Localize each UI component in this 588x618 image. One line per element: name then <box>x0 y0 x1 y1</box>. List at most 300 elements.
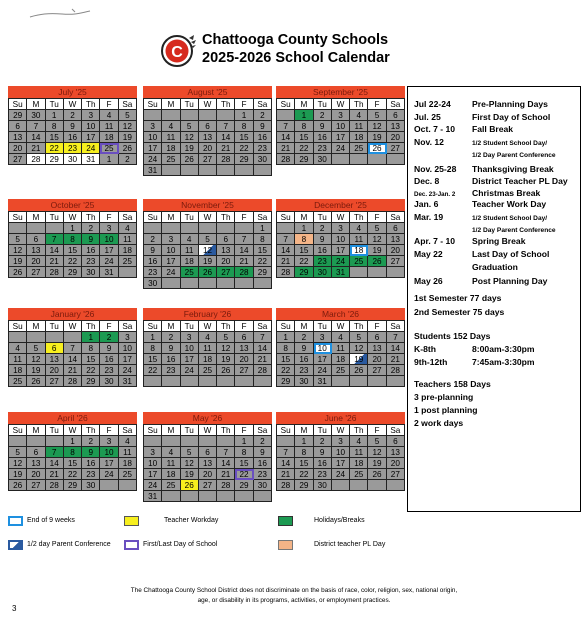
calendar-day-outside <box>277 110 295 121</box>
calendar-day: 12 <box>217 343 235 354</box>
calendar-day-outside <box>162 376 180 387</box>
weekday-header: W <box>199 425 217 436</box>
calendar-day-outside <box>9 332 27 343</box>
calendar-day: 7 <box>46 234 64 245</box>
calendar-day: 9 <box>162 343 180 354</box>
calendar-day: 20 <box>235 354 253 365</box>
weekday-header: W <box>332 321 350 332</box>
calendar-day: 29 <box>295 480 313 491</box>
calendar-day: 25 <box>162 154 180 165</box>
calendar-day: 31 <box>119 376 137 387</box>
legend-first-last-day: First/Last Day of School <box>143 541 218 548</box>
calendar-day: 7 <box>27 121 45 132</box>
calendar-day: 26 <box>350 365 368 376</box>
calendar-day: 10 <box>332 447 350 458</box>
weekday-header: Tu <box>314 425 332 436</box>
calendar-day: 23 <box>162 365 180 376</box>
weekday-header: Th <box>82 99 100 110</box>
calendar-day: 1 <box>82 332 100 343</box>
calendar-day: 2 <box>254 110 272 121</box>
weekday-header: Su <box>9 212 27 223</box>
weekday-header: Th <box>350 99 368 110</box>
calendar-day: 30 <box>314 267 332 278</box>
summary-line <box>414 405 478 415</box>
calendar-day: 14 <box>277 458 295 469</box>
calendar-day: 3 <box>332 223 350 234</box>
calendar-day-outside <box>350 480 368 491</box>
calendar-day: 9 <box>254 447 272 458</box>
calendar-day: 22 <box>64 256 82 267</box>
summary-text: 1 post planning <box>414 405 478 415</box>
event-name: First Day of School <box>472 112 551 122</box>
weekday-header: Su <box>144 212 162 223</box>
calendar-day: 10 <box>144 458 162 469</box>
weekday-header: F <box>100 321 118 332</box>
calendar-day: 12 <box>9 458 27 469</box>
calendar-day: 5 <box>368 110 386 121</box>
calendar-day: 15 <box>295 245 313 256</box>
calendar-day: 3 <box>100 436 118 447</box>
month-calendar <box>276 86 405 165</box>
weekday-header: Th <box>82 321 100 332</box>
calendar-day: 27 <box>199 154 217 165</box>
calendar-day-outside <box>119 480 137 491</box>
calendar-day: 1 <box>46 110 64 121</box>
event-date: Dec. 8 <box>414 176 440 186</box>
weekday-header: Su <box>9 99 27 110</box>
calendar-day-outside <box>217 278 235 289</box>
calendar-day: 7 <box>217 447 235 458</box>
calendar-day: 14 <box>217 132 235 143</box>
calendar-day: 15 <box>295 458 313 469</box>
calendar-day: 21 <box>277 256 295 267</box>
month-name: November '25 <box>143 199 272 211</box>
calendar-day: 17 <box>100 458 118 469</box>
weekday-header: Tu <box>181 99 199 110</box>
calendar-day: 14 <box>64 354 82 365</box>
weekday-header: M <box>162 425 180 436</box>
calendar-day: 17 <box>100 245 118 256</box>
summary-line <box>414 293 501 303</box>
calendar-day: 19 <box>181 143 199 154</box>
calendar-day: 19 <box>350 354 368 365</box>
calendar-day: 25 <box>350 469 368 480</box>
calendar-day: 13 <box>46 354 64 365</box>
calendar-day: 21 <box>235 256 253 267</box>
calendar-day: 30 <box>295 376 313 387</box>
calendar-day: 17 <box>181 354 199 365</box>
calendar-day: 19 <box>368 245 386 256</box>
calendar-day: 20 <box>27 469 45 480</box>
calendar-day: 14 <box>277 245 295 256</box>
calendar-day: 25 <box>350 143 368 154</box>
calendar-day: 19 <box>217 354 235 365</box>
calendar-day: 2 <box>314 223 332 234</box>
calendar-day: 8 <box>254 234 272 245</box>
calendar-day: 15 <box>64 458 82 469</box>
legend-swatch-first-last-day <box>124 540 139 550</box>
calendar-day-outside: 2 <box>119 154 137 165</box>
pen-scribble <box>28 8 92 20</box>
calendar-day: 4 <box>119 436 137 447</box>
calendar-day: 28 <box>277 480 295 491</box>
event-row <box>414 112 550 122</box>
calendar-day: 13 <box>199 132 217 143</box>
calendar-day: 30 <box>64 154 82 165</box>
calendar-day: 1 <box>64 223 82 234</box>
calendar-day: 1 <box>144 332 162 343</box>
calendar-day: 28 <box>217 480 235 491</box>
event-date: Nov. 25-28 <box>414 164 457 174</box>
calendar-day: 15 <box>235 132 253 143</box>
weekday-header: M <box>162 212 180 223</box>
calendar-day: 7 <box>64 343 82 354</box>
summary-text: Students 152 Days <box>414 331 491 341</box>
calendar-day: 12 <box>350 343 368 354</box>
calendar-day-outside <box>199 436 217 447</box>
calendar-day: 13 <box>387 234 405 245</box>
calendar-day: 26 <box>181 154 199 165</box>
calendar-day-outside <box>277 223 295 234</box>
calendar-day: 27 <box>46 376 64 387</box>
calendar-day-outside: 30 <box>27 110 45 121</box>
school-logo-icon <box>160 33 196 69</box>
calendar-day: 10 <box>82 121 100 132</box>
calendar-day: 9 <box>100 343 118 354</box>
calendar-day: 4 <box>350 436 368 447</box>
calendar-day: 28 <box>254 365 272 376</box>
calendar-day-outside <box>64 332 82 343</box>
calendar-day-outside <box>162 278 180 289</box>
calendar-day: 4 <box>350 110 368 121</box>
month-calendar <box>8 199 137 278</box>
calendar-day: 9 <box>295 343 313 354</box>
calendar-day: 30 <box>314 154 332 165</box>
calendar-day: 13 <box>199 458 217 469</box>
calendar-day-outside <box>119 267 137 278</box>
calendar-day: 10 <box>181 343 199 354</box>
calendar-day: 24 <box>332 256 350 267</box>
calendar-day: 18 <box>350 245 368 256</box>
calendar-day: 20 <box>387 132 405 143</box>
calendar-day: 4 <box>162 447 180 458</box>
summary-line <box>414 344 535 354</box>
calendar-day: 5 <box>368 436 386 447</box>
calendar-day: 18 <box>181 256 199 267</box>
event-name: District Teacher PL Day <box>472 176 568 186</box>
legend-teacher-workday: Teacher Workday <box>164 517 219 524</box>
calendar-day: 19 <box>119 132 137 143</box>
calendar-day: 16 <box>82 458 100 469</box>
calendar-day: 25 <box>119 469 137 480</box>
calendar-day: 12 <box>368 234 386 245</box>
calendar-day: 24 <box>119 365 137 376</box>
weekday-header: F <box>368 212 386 223</box>
calendar-day: 19 <box>199 256 217 267</box>
calendar-day: 29 <box>235 154 253 165</box>
calendar-day: 16 <box>100 354 118 365</box>
calendar-day: 14 <box>27 132 45 143</box>
calendar-day-outside <box>254 278 272 289</box>
calendar-day-outside <box>181 491 199 502</box>
calendar-day-outside <box>181 376 199 387</box>
calendar-day: 24 <box>144 154 162 165</box>
calendar-day: 6 <box>217 234 235 245</box>
calendar-day: 20 <box>199 469 217 480</box>
weekday-header: M <box>27 99 45 110</box>
month-name: December '25 <box>276 199 405 211</box>
summary-text: Teachers 158 Days <box>414 379 491 389</box>
calendar-day: 7 <box>277 121 295 132</box>
calendar-day-outside <box>181 223 199 234</box>
calendar-day: 27 <box>387 143 405 154</box>
event-date: Oct. 7 - 10 <box>414 124 456 134</box>
calendar-day: 22 <box>295 256 313 267</box>
weekday-header: Th <box>217 425 235 436</box>
calendar-day-outside <box>254 165 272 176</box>
summary-text: 9th-12th <box>414 357 448 367</box>
calendar-day: 23 <box>82 469 100 480</box>
calendar-day-outside <box>368 376 386 387</box>
calendar-day-outside <box>332 480 350 491</box>
calendar-day-outside <box>162 491 180 502</box>
month-name: January '26 <box>8 308 137 320</box>
event-row <box>414 199 546 209</box>
calendar-day: 9 <box>82 234 100 245</box>
calendar-day: 4 <box>199 332 217 343</box>
month-calendar <box>143 308 272 387</box>
calendar-day: 28 <box>64 376 82 387</box>
calendar-day-outside <box>199 491 217 502</box>
calendar-day: 1 <box>295 110 313 121</box>
calendar-day: 17 <box>332 132 350 143</box>
calendar-day: 7 <box>387 332 405 343</box>
weekday-header: Th <box>217 321 235 332</box>
calendar-day: 30 <box>144 278 162 289</box>
summary-text: K-8th <box>414 344 436 354</box>
calendar-day: 8 <box>295 447 313 458</box>
calendar-day: 29 <box>295 267 313 278</box>
events-sidebar <box>407 86 581 512</box>
event-name: Graduation <box>472 262 518 272</box>
calendar-day: 29 <box>295 154 313 165</box>
calendar-day: 2 <box>144 234 162 245</box>
calendar-day: 7 <box>46 447 64 458</box>
calendar-day-outside <box>387 154 405 165</box>
calendar-day: 16 <box>64 132 82 143</box>
weekday-header: W <box>64 321 82 332</box>
calendar-day: 17 <box>144 469 162 480</box>
calendar-day: 18 <box>100 132 118 143</box>
calendar-day: 6 <box>46 343 64 354</box>
month-calendar <box>143 412 272 502</box>
calendar-day: 5 <box>9 447 27 458</box>
calendar-day: 6 <box>387 110 405 121</box>
calendar-day: 3 <box>100 223 118 234</box>
calendar-day: 11 <box>199 343 217 354</box>
calendar-day: 8 <box>82 343 100 354</box>
calendar-day: 21 <box>254 354 272 365</box>
weekday-header: Su <box>144 99 162 110</box>
calendar-day: 22 <box>82 365 100 376</box>
calendar-day: 26 <box>368 469 386 480</box>
calendar-day: 24 <box>100 469 118 480</box>
calendar-day: 7 <box>277 234 295 245</box>
weekday-header: Th <box>350 425 368 436</box>
calendar-day-outside <box>254 491 272 502</box>
calendar-day: 8 <box>235 447 253 458</box>
calendar-day: 30 <box>82 267 100 278</box>
calendar-day: 29 <box>46 154 64 165</box>
legend-holidays: Holidays/Breaks <box>314 517 365 524</box>
calendar-day: 17 <box>144 143 162 154</box>
calendar-day: 18 <box>9 365 27 376</box>
month-calendar <box>276 199 405 278</box>
calendar-day: 3 <box>314 332 332 343</box>
calendar-day-outside <box>368 480 386 491</box>
weekday-header: Tu <box>46 321 64 332</box>
calendar-day: 20 <box>27 256 45 267</box>
calendar-day: 2 <box>254 436 272 447</box>
month-calendar <box>8 86 137 165</box>
calendar-day-outside <box>46 436 64 447</box>
calendar-day: 23 <box>314 469 332 480</box>
weekday-header: Sa <box>119 425 137 436</box>
calendar-day: 21 <box>64 365 82 376</box>
event-name: Christmas Break <box>472 188 541 198</box>
weekday-header: M <box>162 321 180 332</box>
calendar-day: 16 <box>254 132 272 143</box>
event-date: Dec. 23-Jan. 2 <box>414 191 456 198</box>
weekday-header: Su <box>9 425 27 436</box>
month-calendar <box>276 412 405 491</box>
calendar-day: 18 <box>119 245 137 256</box>
summary-time: 8:00am-3:30pm <box>472 344 535 354</box>
calendar-day: 8 <box>46 121 64 132</box>
calendar-day: 14 <box>235 245 253 256</box>
calendar-day: 26 <box>119 143 137 154</box>
event-date: Apr. 7 - 10 <box>414 236 456 246</box>
calendar-day: 25 <box>9 376 27 387</box>
calendar-day: 6 <box>27 234 45 245</box>
weekday-header: Tu <box>181 212 199 223</box>
month-name: May '26 <box>143 412 272 424</box>
calendar-day: 18 <box>199 354 217 365</box>
calendar-day: 2 <box>314 436 332 447</box>
calendar-day: 28 <box>217 154 235 165</box>
calendar-day: 12 <box>9 245 27 256</box>
weekday-header: Tu <box>181 321 199 332</box>
calendar-day: 10 <box>314 343 332 354</box>
calendar-day: 22 <box>254 256 272 267</box>
calendar-day: 19 <box>9 469 27 480</box>
event-name: Last Day of School <box>472 249 550 259</box>
calendar-day: 18 <box>332 354 350 365</box>
weekday-header: M <box>27 212 45 223</box>
calendar-day: 13 <box>387 121 405 132</box>
calendar-day: 2 <box>82 223 100 234</box>
calendar-day: 26 <box>368 256 386 267</box>
event-row <box>414 212 547 222</box>
calendar-day: 23 <box>144 267 162 278</box>
calendar-day-outside <box>27 223 45 234</box>
calendar-day: 15 <box>82 354 100 365</box>
calendar-day: 1 <box>254 223 272 234</box>
event-name: Post Planning Day <box>472 276 548 286</box>
page-number: 3 <box>12 604 17 613</box>
calendar-day-outside <box>199 278 217 289</box>
calendar-day: 25 <box>100 143 118 154</box>
weekday-header: Th <box>217 99 235 110</box>
calendar-day: 21 <box>277 469 295 480</box>
calendar-day: 13 <box>387 447 405 458</box>
calendar-day-outside <box>217 376 235 387</box>
weekday-header: Sa <box>387 425 405 436</box>
calendar-day-outside <box>144 110 162 121</box>
calendar-day-outside <box>217 223 235 234</box>
weekday-header: Tu <box>314 212 332 223</box>
calendar-day: 7 <box>217 121 235 132</box>
legend-swatch-district-pl <box>278 540 293 550</box>
event-row <box>414 224 556 234</box>
weekday-header: W <box>332 99 350 110</box>
calendar-day: 24 <box>162 267 180 278</box>
event-date: Mar. 19 <box>414 212 444 222</box>
event-date: Jul. 25 <box>414 112 441 122</box>
month-calendar <box>276 308 405 387</box>
calendar-day: 31 <box>144 491 162 502</box>
calendar-day: 23 <box>254 469 272 480</box>
calendar-day: 9 <box>314 447 332 458</box>
calendar-day: 3 <box>181 332 199 343</box>
calendar-day: 21 <box>387 354 405 365</box>
calendar-day: 24 <box>144 480 162 491</box>
event-name: 1/2 Student School Day/ <box>472 140 548 147</box>
calendar-day: 6 <box>235 332 253 343</box>
weekday-header: M <box>27 425 45 436</box>
calendar-day-outside <box>235 223 253 234</box>
calendar-day: 3 <box>144 447 162 458</box>
calendar-day: 29 <box>277 376 295 387</box>
calendar-day: 5 <box>119 110 137 121</box>
calendar-day-outside <box>332 376 350 387</box>
calendar-day: 5 <box>9 234 27 245</box>
weekday-header: W <box>332 212 350 223</box>
calendar-day: 8 <box>144 343 162 354</box>
calendar-day-outside <box>162 436 180 447</box>
calendar-day: 23 <box>314 143 332 154</box>
summary-time: 7:45am-3:30pm <box>472 357 535 367</box>
calendar-day: 6 <box>387 436 405 447</box>
event-row <box>414 124 513 134</box>
weekday-header: Su <box>9 321 27 332</box>
legend-swatch-nine-weeks <box>8 516 23 526</box>
calendar-day-outside <box>235 376 253 387</box>
calendar-day: 20 <box>9 143 27 154</box>
weekday-header: Tu <box>46 212 64 223</box>
calendar-day-outside <box>9 223 27 234</box>
summary-text: 2 work days <box>414 418 464 428</box>
calendar-day: 5 <box>181 121 199 132</box>
month-name: September '25 <box>276 86 405 98</box>
calendar-day-outside <box>27 436 45 447</box>
calendar-day: 16 <box>254 458 272 469</box>
calendar-day: 4 <box>9 343 27 354</box>
calendar-day: 5 <box>350 332 368 343</box>
calendar-day: 2 <box>162 332 180 343</box>
calendar-day: 25 <box>162 480 180 491</box>
weekday-header: F <box>235 321 253 332</box>
